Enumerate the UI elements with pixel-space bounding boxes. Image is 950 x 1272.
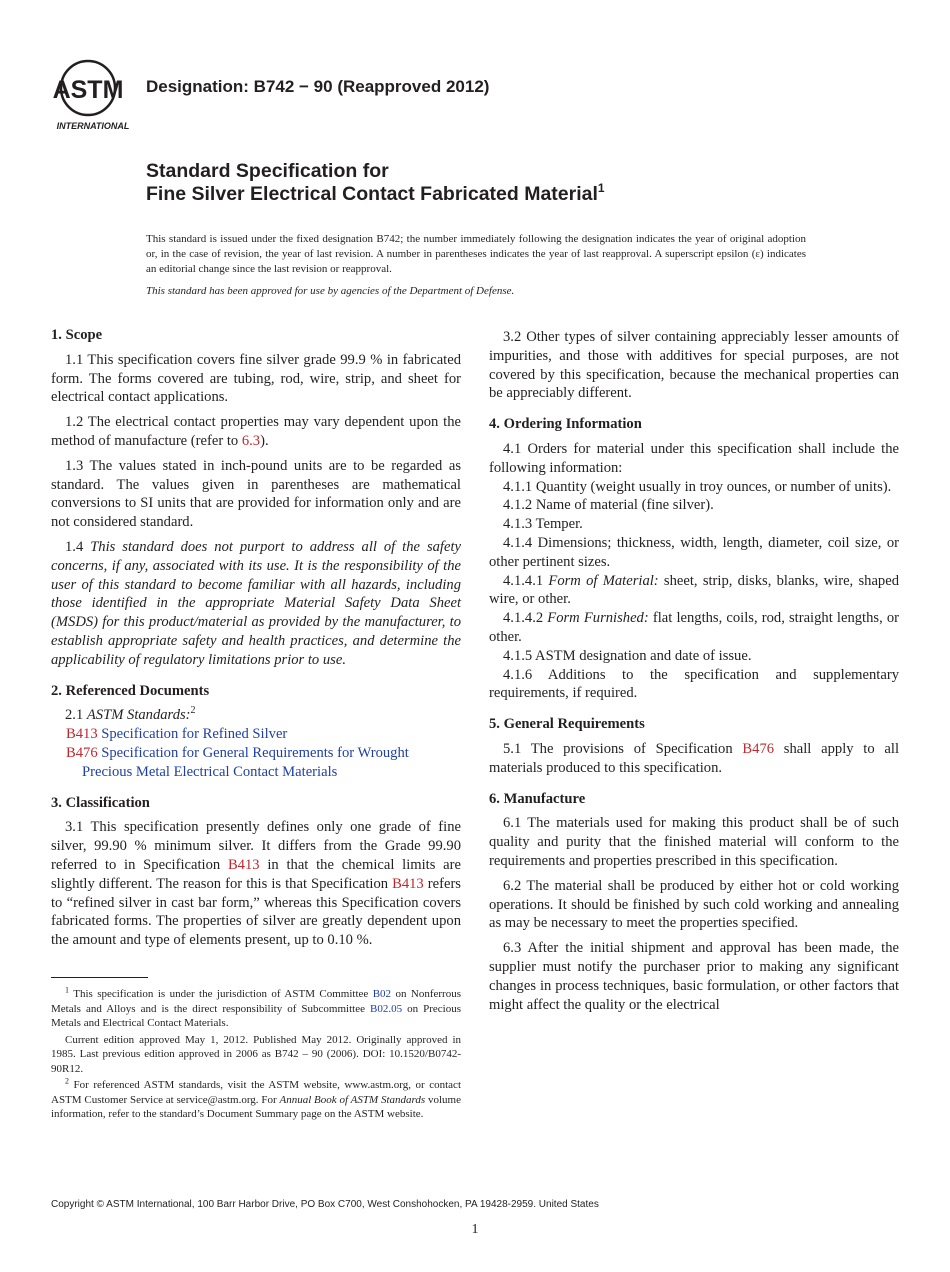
text: 4.1.4.1 (503, 572, 549, 589)
astm-logo (50, 58, 136, 132)
text: volume information, refer to the standard’s Document Summary page on the ASTM website. (51, 1093, 461, 1120)
paragraph-1-2 (51, 413, 461, 451)
footnote-mark: 2 (65, 1076, 69, 1086)
section-classification-continued (489, 328, 899, 403)
committee-link[interactable]: B02 (372, 988, 392, 1000)
paragraph-4-1-3: 4.1.3 Temper. (503, 516, 583, 533)
section-heading: 5. General Requirements (489, 716, 645, 733)
paragraph-4-1-6: 4.1.6 Additions to the specification and supplementary requirements, if required. (489, 666, 899, 702)
paragraph-4-1-4: 4.1.4 Dimensions; thickness, width, length, diameter, coil size, or other pertinent sizes. (489, 534, 899, 570)
cross-reference-link[interactable]: B476 (742, 740, 775, 757)
cross-reference-link[interactable]: B413 (227, 856, 260, 873)
section-general-requirements (489, 715, 899, 777)
text: on Precious Metals and Electrical Contact Materials. (51, 1002, 461, 1029)
title-line-2-text: Fine Silver Electrical Contact Fabricated Material (146, 183, 598, 205)
footnote-1 (51, 987, 461, 1031)
text: ASTM Standards: (86, 707, 191, 724)
section-referenced-documents (51, 682, 461, 782)
paragraph-4-1-4-2 (489, 609, 899, 647)
copyright-notice: Copyright © ASTM International, 100 Barr Harbor Drive, PO Box C700, West Conshohocken, PA 19428-2959. United States (51, 1199, 599, 1210)
paragraph-3-1 (51, 818, 461, 950)
section-classification (51, 794, 461, 950)
cross-reference-link[interactable]: B413 (392, 875, 424, 892)
text: sheet, strip, disks, blanks, wire, shaped wire, or other. (489, 572, 899, 608)
reference-b476 (66, 744, 461, 782)
text: refers to “refined silver in cast bar form,” whereas this Specification covers fabricated forms. The properties of silver are greatly dependent upon the amount and type of elements present, up to 0.10 %. (51, 875, 461, 949)
section-ordering-information (489, 415, 899, 703)
section-heading: 2. Referenced Documents (51, 682, 210, 699)
text: on Nonferrous Metals and Alloys and is the direct responsibility of Subcommittee (51, 988, 461, 1015)
text: For referenced ASTM standards, visit the ASTM website, www.astm.org, or contact ASTM Customer Service at service@astm.org. For (51, 1079, 461, 1106)
subcommittee-link[interactable]: B02.05 (369, 1002, 403, 1015)
title-line-2 (146, 183, 605, 206)
reference-b413 (66, 725, 461, 744)
title-line-1: Standard Specification for (146, 160, 389, 182)
safety-statement: This standard does not purport to address all of the safety concerns, if any, associated with its use. It is the responsibility of the user of this standard to become familiar with all hazards, including those identified in the appropriate Material Safety Data Sheet (MSDS) for this product/material as provided by the manufacturer, to establish appropriate safety and health practices, and determine the applicability of regulatory limitations prior to use. (51, 538, 461, 668)
paragraph-1-3: 1.3 The values stated in inch-pound units are to be regarded as standard. The values given in parentheses are mathematical conversions to SI units that are provided for information only and are not considered standard. (51, 457, 461, 531)
reference-title-link[interactable]: Specification for Refined Silver (97, 726, 288, 743)
left-column (51, 326, 461, 962)
text: 5.1 The provisions of Specification (503, 740, 743, 757)
footnote-2 (51, 1078, 461, 1122)
dod-approval-note: This standard has been approved for use by agencies of the Department of Defense. (146, 285, 515, 297)
text: shall apply to all materials produced to this specification. (489, 740, 899, 776)
text: 1.2 The electrical contact properties may vary dependent upon the method of manufacture (refer to (51, 414, 461, 449)
footnote-mark: 1 (65, 985, 69, 995)
section-heading: 6. Manufacture (489, 790, 586, 807)
logo-subtext: INTERNATIONAL (56, 121, 130, 131)
text: Annual Book of ASTM Standards (279, 1093, 426, 1106)
text: in that the chemical limits are slightly different. The reason for this is that Specification (51, 856, 461, 892)
section-heading: 3. Classification (51, 794, 150, 811)
text: ). (260, 432, 269, 449)
label: Form of Material: (548, 572, 659, 589)
paragraph-4-1-1: 4.1.1 Quantity (weight usually in troy ounces, or number of units). (503, 478, 892, 495)
paragraph-1-1: 1.1 This specification covers fine silver grade 99.9 % in fabricated form. The forms covered are tubing, rod, wire, strip, and sheet for electrical contact applications. (51, 351, 461, 406)
footnote-mark: 2 (190, 705, 196, 717)
paragraph-3-2: 3.2 Other types of silver containing appreciably lesser amounts of impurities, and those with additives for special purposes, are not covered by this specification, because the mechanical properties can be appreciably different. (489, 329, 899, 402)
section-heading: 1. Scope (51, 327, 103, 343)
reference-code-link[interactable]: B476 (66, 744, 98, 761)
paragraph-6-1: 6.1 The materials used for making this product shall be of such quality and purity that the finished material will conform to the requirements and properties prescribed in this specification. (489, 815, 899, 869)
footnotes (51, 987, 461, 1124)
page-number: 1 (471, 1222, 479, 1237)
standard-notice: This standard is issued under the fixed designation B742; the number immediately following the designation indicates the year of original adoption or, in the case of revision, the year of last revision. A number in parentheses indicates the year of last reapproval. A superscript epsilon (ε) indicates an editorial change since the last revision or reapproval. (146, 233, 806, 275)
section-scope (51, 326, 461, 670)
reference-code-link[interactable]: B413 (66, 726, 98, 743)
paragraph-6-3: 6.3 After the initial shipment and approval has been made, the supplier must notify the purchaser prior to making any significant changes in process techniques, basic formulation, or other factors that might affect the quality or the electrical (489, 940, 899, 1013)
paragraph-4-1-5: 4.1.5 ASTM designation and date of issue. (503, 647, 752, 664)
text: 4.1.4.2 (503, 610, 548, 627)
cross-reference-link[interactable]: 6.3 (241, 432, 261, 449)
right-column (489, 328, 899, 1026)
label: Form Furnished: (547, 610, 649, 627)
paragraph-4-1: 4.1 Orders for material under this specification shall include the following information: (489, 440, 899, 476)
text: 2.1 (65, 707, 87, 724)
section-heading: 4. Ordering Information (489, 416, 642, 433)
text: 3.1 This specification presently defines only one grade of fine silver, 99.90 % minimum silver. It differs from the Grade 99.90 referred to in Specification (51, 819, 461, 873)
title-footnote-mark: 1 (597, 181, 605, 195)
text: flat lengths, coils, rod, straight lengths, or other. (489, 610, 900, 645)
paragraph-4-1-2: 4.1.2 Name of material (fine silver). (503, 497, 714, 514)
reference-title-link[interactable]: Specification for General Requirements for Wrought Precious Metal Electrical Contact Materials (82, 744, 409, 780)
paragraph-5-1 (489, 740, 899, 778)
text: This specification is under the jurisdiction of ASTM Committee (69, 988, 373, 1000)
footnote-1-edition: Current edition approved May 1, 2012. Published May 2012. Originally approved in 1985. Last previous edition approved in 2006 as B742 – 90 (2006). DOI: 10.1520/B0742-90R12. (51, 1033, 461, 1075)
text: 1.4 (65, 538, 91, 555)
section-manufacture (489, 790, 899, 1015)
paragraph-1-4 (51, 538, 461, 670)
logo-text: ASTM (52, 76, 124, 104)
footnote-divider (51, 977, 148, 978)
document-title (146, 160, 605, 206)
paragraph-6-2: 6.2 The material shall be produced by either hot or cold working operations. It should be finished by such cold working and annealing as may be necessary to meet the properties specified. (489, 877, 899, 932)
designation: Designation: B742 − 90 (Reapproved 2012) (146, 77, 490, 96)
paragraph-4-1-4-1 (489, 572, 899, 610)
paragraph-2-1 (51, 706, 461, 725)
